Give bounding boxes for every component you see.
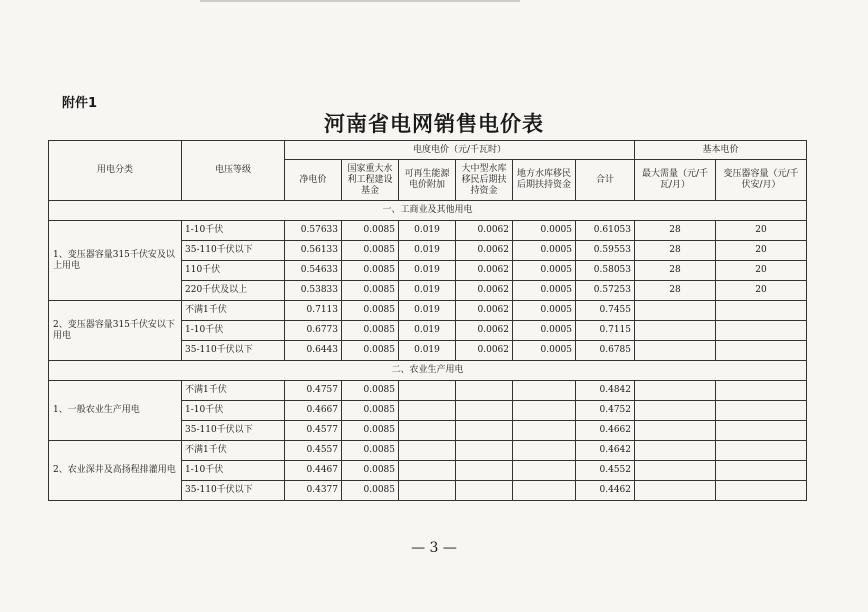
large-reservoir-fund-cell: 0.0062 — [456, 321, 513, 341]
local-reservoir-fund-cell — [513, 421, 576, 441]
max-demand-cell — [635, 481, 716, 501]
header-voltage: 电压等级 — [182, 141, 285, 201]
max-demand-cell: 28 — [635, 261, 716, 281]
voltage-cell: 35-110千伏以下 — [182, 421, 285, 441]
table-row — [49, 221, 807, 241]
total-price-cell: 0.4662 — [576, 421, 635, 441]
large-reservoir-fund-cell — [456, 421, 513, 441]
section-row — [49, 361, 807, 381]
transformer-capacity-cell — [716, 461, 807, 481]
max-demand-cell — [635, 441, 716, 461]
net-price-cell: 0.4377 — [285, 481, 342, 501]
total-price-cell: 0.7455 — [576, 301, 635, 321]
voltage-cell: 1-10千伏 — [182, 321, 285, 341]
renewable-surcharge-cell: 0.019 — [399, 261, 456, 281]
renewable-surcharge-cell: 0.019 — [399, 221, 456, 241]
large-reservoir-fund-cell: 0.0062 — [456, 281, 513, 301]
local-reservoir-fund-cell — [513, 481, 576, 501]
net-price-cell: 0.57633 — [285, 221, 342, 241]
table-row — [49, 441, 807, 461]
total-price-cell: 0.4642 — [576, 441, 635, 461]
net-price-cell: 0.6773 — [285, 321, 342, 341]
voltage-cell: 1-10千伏 — [182, 401, 285, 421]
transformer-capacity-cell — [716, 381, 807, 401]
large-reservoir-fund-cell: 0.0062 — [456, 301, 513, 321]
transformer-capacity-cell: 20 — [716, 281, 807, 301]
header-basic-price: 基本电价 — [635, 141, 807, 160]
large-reservoir-fund-cell — [456, 401, 513, 421]
total-price-cell: 0.4842 — [576, 381, 635, 401]
local-reservoir-fund-cell: 0.0005 — [513, 221, 576, 241]
voltage-cell: 35-110千伏以下 — [182, 481, 285, 501]
large-reservoir-fund-cell: 0.0062 — [456, 241, 513, 261]
renewable-surcharge-cell: 0.019 — [399, 281, 456, 301]
header-large-reservoir-fund: 大中型水库移民后期扶持资金 — [456, 160, 513, 201]
voltage-cell: 35-110千伏以下 — [182, 241, 285, 261]
major-water-fund-cell: 0.0085 — [342, 261, 399, 281]
header-category: 用电分类 — [49, 141, 182, 201]
max-demand-cell — [635, 341, 716, 361]
voltage-cell: 不满1千伏 — [182, 381, 285, 401]
total-price-cell: 0.4752 — [576, 401, 635, 421]
net-price-cell: 0.4577 — [285, 421, 342, 441]
voltage-cell: 35-110千伏以下 — [182, 341, 285, 361]
max-demand-cell — [635, 381, 716, 401]
local-reservoir-fund-cell: 0.0005 — [513, 301, 576, 321]
voltage-cell: 不满1千伏 — [182, 441, 285, 461]
category-cell: 1、一般农业生产用电 — [49, 381, 182, 441]
major-water-fund-cell: 0.0085 — [342, 281, 399, 301]
net-price-cell: 0.54633 — [285, 261, 342, 281]
header-renewable-surcharge: 可再生能源电价附加 — [399, 160, 456, 201]
attachment-label: 附件1 — [62, 96, 98, 111]
transformer-capacity-cell — [716, 301, 807, 321]
transformer-capacity-cell — [716, 481, 807, 501]
transformer-capacity-cell — [716, 401, 807, 421]
header-local-reservoir-fund: 地方水库移民后期扶持资金 — [513, 160, 576, 201]
total-price-cell: 0.6785 — [576, 341, 635, 361]
renewable-surcharge-cell: 0.019 — [399, 241, 456, 261]
total-price-cell: 0.59553 — [576, 241, 635, 261]
voltage-cell: 不满1千伏 — [182, 301, 285, 321]
header-net-price: 净电价 — [285, 160, 342, 201]
net-price-cell: 0.4667 — [285, 401, 342, 421]
transformer-capacity-cell: 20 — [716, 241, 807, 261]
page-number: — 3 — — [411, 540, 457, 556]
voltage-cell: 1-10千伏 — [182, 221, 285, 241]
section-title: 一、工商业及其他用电 — [49, 201, 807, 221]
total-price-cell: 0.58053 — [576, 261, 635, 281]
total-price-cell: 0.4462 — [576, 481, 635, 501]
section-title: 二、农业生产用电 — [49, 361, 807, 381]
large-reservoir-fund-cell: 0.0062 — [456, 221, 513, 241]
major-water-fund-cell: 0.0085 — [342, 461, 399, 481]
transformer-capacity-cell — [716, 441, 807, 461]
large-reservoir-fund-cell — [456, 441, 513, 461]
table-row — [49, 301, 807, 321]
local-reservoir-fund-cell — [513, 381, 576, 401]
net-price-cell: 0.4557 — [285, 441, 342, 461]
header-total: 合计 — [576, 160, 635, 201]
renewable-surcharge-cell: 0.019 — [399, 341, 456, 361]
transformer-capacity-cell: 20 — [716, 261, 807, 281]
renewable-surcharge-cell — [399, 381, 456, 401]
local-reservoir-fund-cell — [513, 461, 576, 481]
scan-edge-mark — [200, 0, 520, 2]
major-water-fund-cell: 0.0085 — [342, 441, 399, 461]
total-price-cell: 0.7115 — [576, 321, 635, 341]
max-demand-cell — [635, 321, 716, 341]
total-price-cell: 0.4552 — [576, 461, 635, 481]
major-water-fund-cell: 0.0085 — [342, 421, 399, 441]
local-reservoir-fund-cell — [513, 441, 576, 461]
electricity-price-table — [48, 140, 807, 501]
major-water-fund-cell: 0.0085 — [342, 341, 399, 361]
page-title: 河南省电网销售电价表 — [324, 111, 544, 136]
category-cell: 1、变压器容量315千伏安及以上用电 — [49, 221, 182, 301]
large-reservoir-fund-cell: 0.0062 — [456, 341, 513, 361]
net-price-cell: 0.4757 — [285, 381, 342, 401]
transformer-capacity-cell — [716, 341, 807, 361]
renewable-surcharge-cell: 0.019 — [399, 301, 456, 321]
local-reservoir-fund-cell — [513, 401, 576, 421]
major-water-fund-cell: 0.0085 — [342, 241, 399, 261]
major-water-fund-cell: 0.0085 — [342, 301, 399, 321]
local-reservoir-fund-cell: 0.0005 — [513, 241, 576, 261]
transformer-capacity-cell: 20 — [716, 221, 807, 241]
voltage-cell: 110千伏 — [182, 261, 285, 281]
transformer-capacity-cell — [716, 321, 807, 341]
category-cell: 2、农业深井及高扬程排灌用电 — [49, 441, 182, 501]
header-major-water-fund: 国家重大水利工程建设基金 — [342, 160, 399, 201]
renewable-surcharge-cell — [399, 401, 456, 421]
max-demand-cell: 28 — [635, 281, 716, 301]
large-reservoir-fund-cell: 0.0062 — [456, 261, 513, 281]
renewable-surcharge-cell — [399, 461, 456, 481]
max-demand-cell — [635, 461, 716, 481]
voltage-cell: 220千伏及以上 — [182, 281, 285, 301]
major-water-fund-cell: 0.0085 — [342, 401, 399, 421]
max-demand-cell — [635, 301, 716, 321]
total-price-cell: 0.61053 — [576, 221, 635, 241]
major-water-fund-cell: 0.0085 — [342, 321, 399, 341]
major-water-fund-cell: 0.0085 — [342, 381, 399, 401]
large-reservoir-fund-cell — [456, 481, 513, 501]
large-reservoir-fund-cell — [456, 461, 513, 481]
table-row — [49, 381, 807, 401]
max-demand-cell: 28 — [635, 241, 716, 261]
section-row — [49, 201, 807, 221]
category-cell: 2、变压器容量315千伏安以下用电 — [49, 301, 182, 361]
net-price-cell: 0.53833 — [285, 281, 342, 301]
total-price-cell: 0.57253 — [576, 281, 635, 301]
transformer-capacity-cell — [716, 421, 807, 441]
local-reservoir-fund-cell: 0.0005 — [513, 321, 576, 341]
max-demand-cell: 28 — [635, 221, 716, 241]
renewable-surcharge-cell — [399, 481, 456, 501]
header-energy-price: 电度电价（元/千瓦时） — [285, 141, 635, 160]
net-price-cell: 0.4467 — [285, 461, 342, 481]
local-reservoir-fund-cell: 0.0005 — [513, 261, 576, 281]
header-transformer-capacity: 变压器容量（元/千伏安/月） — [716, 160, 807, 201]
renewable-surcharge-cell: 0.019 — [399, 321, 456, 341]
net-price-cell: 0.6443 — [285, 341, 342, 361]
local-reservoir-fund-cell: 0.0005 — [513, 281, 576, 301]
large-reservoir-fund-cell — [456, 381, 513, 401]
net-price-cell: 0.56133 — [285, 241, 342, 261]
renewable-surcharge-cell — [399, 421, 456, 441]
header-max-demand: 最大需量（元/千瓦/月） — [635, 160, 716, 201]
net-price-cell: 0.7113 — [285, 301, 342, 321]
renewable-surcharge-cell — [399, 441, 456, 461]
voltage-cell: 1-10千伏 — [182, 461, 285, 481]
local-reservoir-fund-cell: 0.0005 — [513, 341, 576, 361]
max-demand-cell — [635, 401, 716, 421]
max-demand-cell — [635, 421, 716, 441]
major-water-fund-cell: 0.0085 — [342, 481, 399, 501]
major-water-fund-cell: 0.0085 — [342, 221, 399, 241]
